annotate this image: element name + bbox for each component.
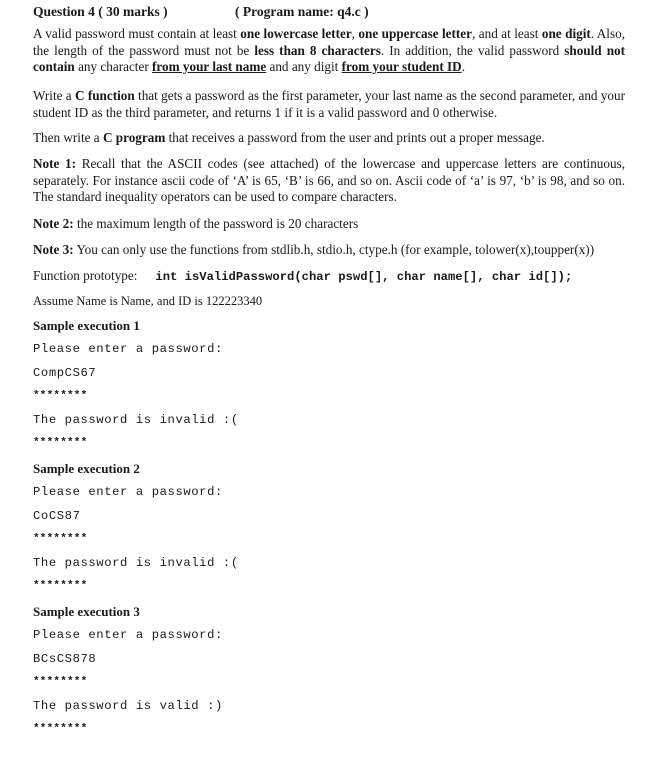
- prototype-code: int isValidPassword(char pswd[], char name[], char id[]);: [155, 270, 573, 284]
- sample-2-result: The password is invalid :(: [33, 556, 239, 570]
- sample-3-separator-end: ********: [33, 723, 88, 735]
- sample-3-separator: ********: [33, 676, 88, 688]
- requirements-paragraph: A valid password must contain at least one lowercase letter, one uppercase letter, and at least one digit. Also, the length of the password must not be less than 8 characters. In addition, the valid password should not contain any character from your last name and any digit from your student ID.: [33, 26, 626, 74]
- program-name: ( Program name: q4.c ): [235, 4, 369, 19]
- note-3: Note 3: You can only use the functions from stdlib.h, stdio.h, ctype.h (for example, tolower(x),toupper(x)): [33, 242, 595, 257]
- sample-1-separator: ********: [33, 390, 88, 402]
- sample-2-separator-end: ********: [33, 580, 88, 592]
- sample-3-prompt: Please enter a password:: [33, 628, 223, 642]
- function-paragraph: Write a C function that gets a password as the first parameter, your last name as the second parameter, and your student ID as the third parameter, and returns 1 if it is a valid password and 0 otherwise.: [33, 88, 625, 120]
- sample-1-title: Sample execution 1: [33, 318, 140, 333]
- sample-1-separator-end: ********: [33, 437, 88, 449]
- sample-1-result: The password is invalid :(: [33, 413, 239, 427]
- sample-2-prompt: Please enter a password:: [33, 485, 223, 499]
- sample-2-input: CoCS87: [33, 509, 81, 523]
- program-paragraph: Then write a C program that receives a password from the user and prints out a proper message.: [33, 130, 545, 145]
- sample-3-title: Sample execution 3: [33, 604, 140, 619]
- question-title: Question 4 ( 30 marks ): [33, 4, 168, 19]
- sample-2-separator: ********: [33, 533, 88, 545]
- function-prototype: [33, 268, 572, 284]
- sample-3-result: The password is valid :): [33, 699, 223, 713]
- sample-1-input: CompCS67: [33, 366, 97, 380]
- sample-3-input: BCsCS878: [33, 652, 97, 666]
- question-header: [33, 4, 369, 20]
- note-1: Note 1: Recall that the ASCII codes (see attached) of the lowercase and uppercase letters are continuous, separately. For instance ascii code of ‘A’ is 65, ‘B’ is 66, and so on. Ascii code of ‘a’ is 97, ‘b’ is 98, and so on. The standard inequality operators can be used to compare characters.: [33, 156, 625, 204]
- sample-1-prompt: Please enter a password:: [33, 342, 223, 356]
- note-2: Note 2: the maximum length of the password is 20 characters: [33, 216, 359, 231]
- sample-2-title: Sample execution 2: [33, 461, 140, 476]
- prototype-label: Function prototype:: [33, 268, 138, 283]
- assumption-line: Assume Name is Name, and ID is 122223340: [33, 294, 263, 308]
